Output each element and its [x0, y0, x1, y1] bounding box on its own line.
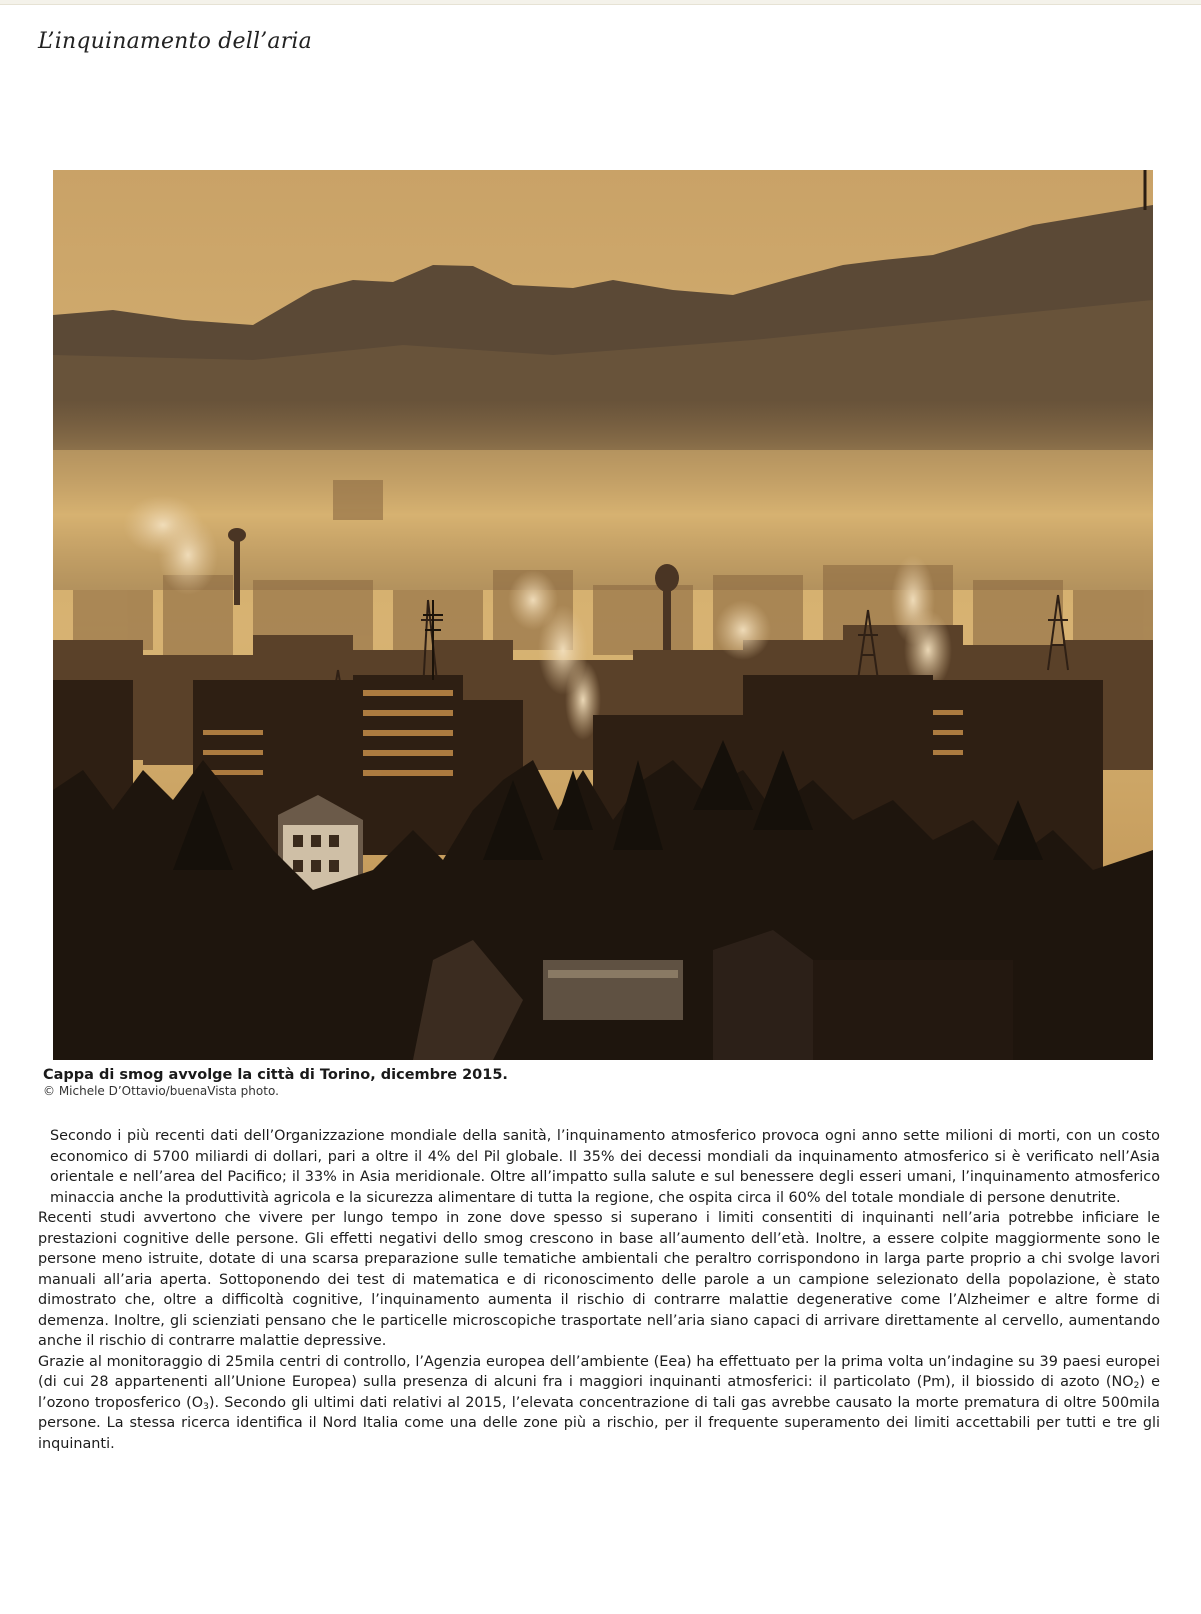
no2-subscript: 2: [1133, 1381, 1140, 1391]
photo-illustration: [53, 170, 1153, 1060]
article-paragraph-1: Secondo i più recenti dati dell’Organizzazione mondiale della sanità, l’inquinamento atmosferico provoca ogni anno sette milioni di morti, con un costo economico di 5700 miliardi di dollari, pari a oltre il 4% del Pil globale. Il 35% dei decessi mondiali da inquinamento atmosferico si è verificato nell’Asia orientale e nell’area del Pacifico; il 33% in Asia meridionale. Oltre all’impatto sulla salute e sul benessere degli esseri umani, l’inquinamento atmosferico minaccia anche la produttività agricola e la sicurezza alimentare di tutta la regione, che ospita circa il 60% del totale mondiale di persone denutrite.: [50, 1128, 1160, 1206]
article-paragraph-3: [38, 1352, 1160, 1455]
o3-subscript: 3: [203, 1401, 209, 1412]
page: [0, 4, 1201, 1614]
running-title: L’inquinamento dell’aria: [38, 29, 312, 54]
figure-caption: [43, 1066, 508, 1099]
caption-title: Cappa di smog avvolge la città di Torino, dicembre 2015.: [43, 1067, 508, 1083]
paragraph-3-part-a: Grazie al monitoraggio di 25mila centri di controllo, l’Agenzia europea dell’ambiente (Eea) ha effettuato per la prima volta un’indagine su 39 paesi europei (di cui 28 appartenenti all’Unione Europea) sulla presenza di alcuni fra i maggiori inquinanti atmosferici: il particolato (Pm), il biossido di azoto (NO: [38, 1353, 1160, 1390]
paragraph-3-part-b: ) e l’ozono troposferico (O: [38, 1374, 1160, 1411]
article-paragraph-2: Recenti studi avvertono che vivere per lungo tempo in zone dove spesso si superano i limiti consentiti di inquinanti nell’aria potrebbe inficiare le prestazioni cognitive delle persone. Gli effetti negativi dello smog crescono in base all’aumento dell’età. Inoltre, a essere colpite maggiormente sono le persone meno istruite, dotate di una scarsa preparazione sulle tematiche ambientali che peraltro corrispondono in larga parte proprio a chi svolge lavori manuali all’aria aperta. Sottoponendo dei test di matematica e di riconoscimento delle parole a un campione selezionato della popolazione, è stato dimostrato che, oltre a difficoltà cognitive, l’inquinamento aumenta il rischio di contrarre malattie degenerative come l’Alzheimer e altre forme di demenza. Inoltre, gli scienziati pensano che le particelle microscopiche trasportate nell’aria siano capaci di arrivare direttamente al cervello, aumentando anche il rischio di contrarre malattie depressive.: [38, 1210, 1160, 1349]
article-body: [38, 1126, 1160, 1454]
paragraph-3-part-c: ). Secondo gli ultimi dati relativi al 2015, l’elevata concentrazione di tali gas avrebbe causato la morte prematura di oltre 500mila persone. La stessa ricerca identifica il Nord Italia come una delle zone più a rischio, per il frequente superamento dei limiti accettabili per tutti e tre gli inquinanti.: [38, 1394, 1160, 1452]
city-smog-photo: [53, 170, 1153, 1060]
caption-credit: © Michele D’Ottavio/buenaVista photo.: [43, 1084, 279, 1098]
